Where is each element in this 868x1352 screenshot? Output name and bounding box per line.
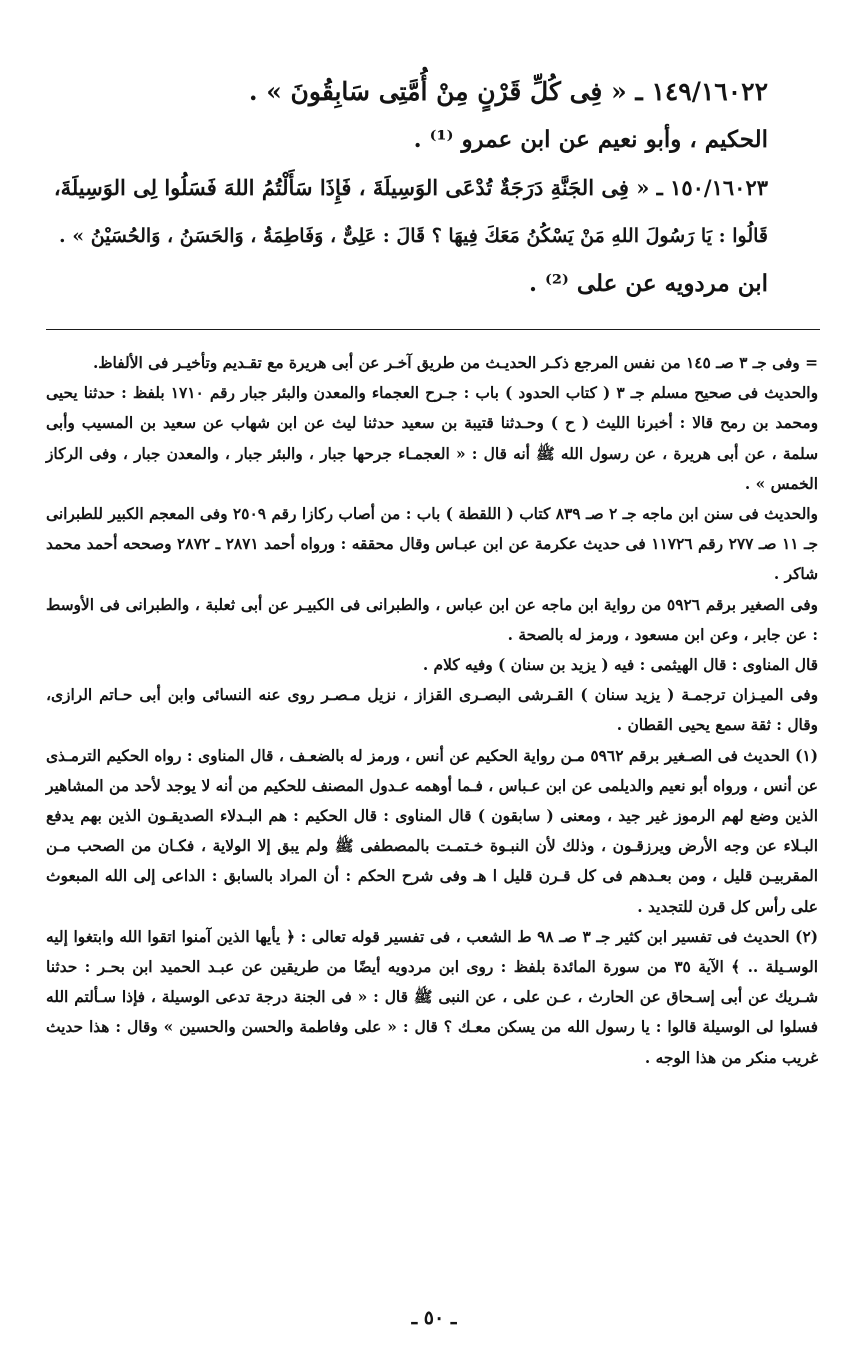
footnote-2-number: (٢) (795, 927, 819, 946)
footnote-1-number: (١) (795, 746, 818, 765)
footnote-2 (46, 922, 818, 1073)
footnote-saghir: وفى الصغير برقم ٥٩٢٦ من رواية ابن ماجه عن ابن عباس ، والطبرانى فى الكبيـر عن أبى ثعلبة ، والطبرانى فى الأوسط : عن جابر ، وعن ابن مسعود ، ورمز له بالصحة . (46, 595, 818, 644)
hadith-150-source: ابن مردويه عن على ⁽²⁾ . (529, 270, 768, 297)
footnote-continuation: = وفى جـ ٣ صـ ١٤٥ من نفس المرجع ذكـر الحديـث من طريق آخـر عن أبى هريرة مع تقـديم وتأخيـر فى الألفاظ. (92, 354, 818, 372)
footnote-munawi: قال المناوى : قال الهيثمى : فيه ( يزيد بن سنان ) وفيه كلام . (422, 656, 818, 675)
page-number: ـ ٥٠ ـ (411, 1307, 457, 1329)
footnote-2-text: الحديث فى تفسير ابن كثير جـ ٣ صـ ٩٨ ط الشعب ، فى تفسير قوله تعالى : ﴿ يأيها الذين آمنوا اتقوا الله وابتغوا إليه الوسـيلة .. ﴾ الآية ٣٥ من سورة المائدة بلفظ : روى ابن مردويه أيضًا من طريقين عن عبـد الحميد ابن بحـر : حدثنا شـريك عن أبى إسـحاق عن الحارث ، عـن على ، عن النبى ﷺ قال : « فى الجنة درجة تدعى الوسيلة ، فإذا سـألتم الله فسلوا لى الوسيلة قالوا : يا رسول الله من يسكن معـك ؟ قال : « على وفاطمة والحسن والحسين » وقال : هذا حديث غريب منكر من هذا الوجه . (46, 927, 818, 1067)
hadith-150-line1: ١٥٠/١٦٠٢٣ ـ « فِى الجَنَّةِ دَرَجَةٌ تُدْعَى الوَسِيلَةَ ، فَإِذَا سَأَلْتُمُ اللهَ فَسَلُوا لِى الوَسِيلَةَ، (53, 175, 768, 200)
footnote-muslim: والحديث فى صحيح مسلم جـ ٣ ( كتاب الحدود ) باب : جـرح العجماء والمعدن والبئر جبار رقم ١٧١٠ بلفظ : حدثنا يحيى ومحمد بن رمح قالا : أخبرنا الليث ( ح ) وحـدثنا قتيبة بن سعيد حدثنا ليث عن ابن شهاب عن سعيد بن المسيب وأبى سلمة ، عن أبى هريرة ، عن رسول الله ﷺ أنه قال : « العجمـاء جرحها جبار ، والبئر جبار ، والمعدن جبار ، وفى الركاز الخمس » . (46, 384, 819, 493)
main-text (48, 68, 768, 308)
footnote-1-text: الحديث فى الصـغير برقم ٥٩٦٢ مـن رواية الحكيم عن أنس ، ورمز له بالضعـف ، قال المناوى : رواه الحكيم الترمـذى عن أنس ، ورواه أبو نعيم والديلمى عن ابن عـباس ، فـما أوهمه عـدول المصنف للحكيم من أنه لا يوجد لأحد من المشاهير الذين وضع لهم الرموز غير جيد ، ومعنى ( سابقون ) قال المناوى : قال الحكيم : هم البـدلاء الصديقـون الذين بهم يدفع البـلاء عن وجه الأرض ويرزقـون ، وذلك لأن النبـوة خـتمـت بالمصطفى ﷺ ولم يبق إلا الولاية ، فكـان من الصحب مـن المقربيـن قليل ، ومن بعـدهم فى كل قـرن قليل ا هـ وفى شرح الحكم : أن المراد بالسابق : الداعى إلى الله المبعوث على رأس كل قرن للتجديد . (46, 746, 818, 916)
hadith-149: ١٤٩/١٦٠٢٢ ـ « فِى كُلِّ قَرْنٍ مِنْ أُمَّتِى سَابِقُونَ » . (248, 77, 768, 106)
footnote-1 (46, 741, 818, 922)
footnote-ibn-majah: والحديث فى سنن ابن ماجه جـ ٢ صـ ٨٣٩ كتاب ( اللقطة ) باب : من أصاب ركازا رقم ٢٥٠٩ وفى المعجم الكبير للطبرانى جـ ١١ صـ ٢٧٧ رقم ١١٧٢٦ فى حديث عكرمة عن ابن عبـاس وقال محققه : ورواه أحمد ٢٨٧١ ـ ٢٨٧٢ وصححه أحمد محمد شاكر . (46, 505, 818, 584)
hadith-150-line2: قَالُوا : يَا رَسُولَ اللهِ مَنْ يَسْكُنُ مَعَكَ فِيهَا ؟ قَالَ : عَلِىٌّ ، وَفَاطِمَةُ ، وَالحَسَنُ ، وَالحُسَيْنُ » . (59, 225, 768, 247)
hadith-149-source: الحكيم ، وأبو نعيم عن ابن عمرو ⁽¹⁾ . (413, 126, 768, 153)
footnotes (46, 348, 818, 1073)
footnote-mizan: وفى الميـزان ترجمـة ( يزيد سنان ) القـرشى البصـرى القزاز ، نزيل مـصـر روى عنه النسائى وابن أبى حـاتم الرازى، وقال : ثقة سمع يحيى القطان . (46, 686, 818, 735)
footnote-separator (46, 329, 820, 330)
